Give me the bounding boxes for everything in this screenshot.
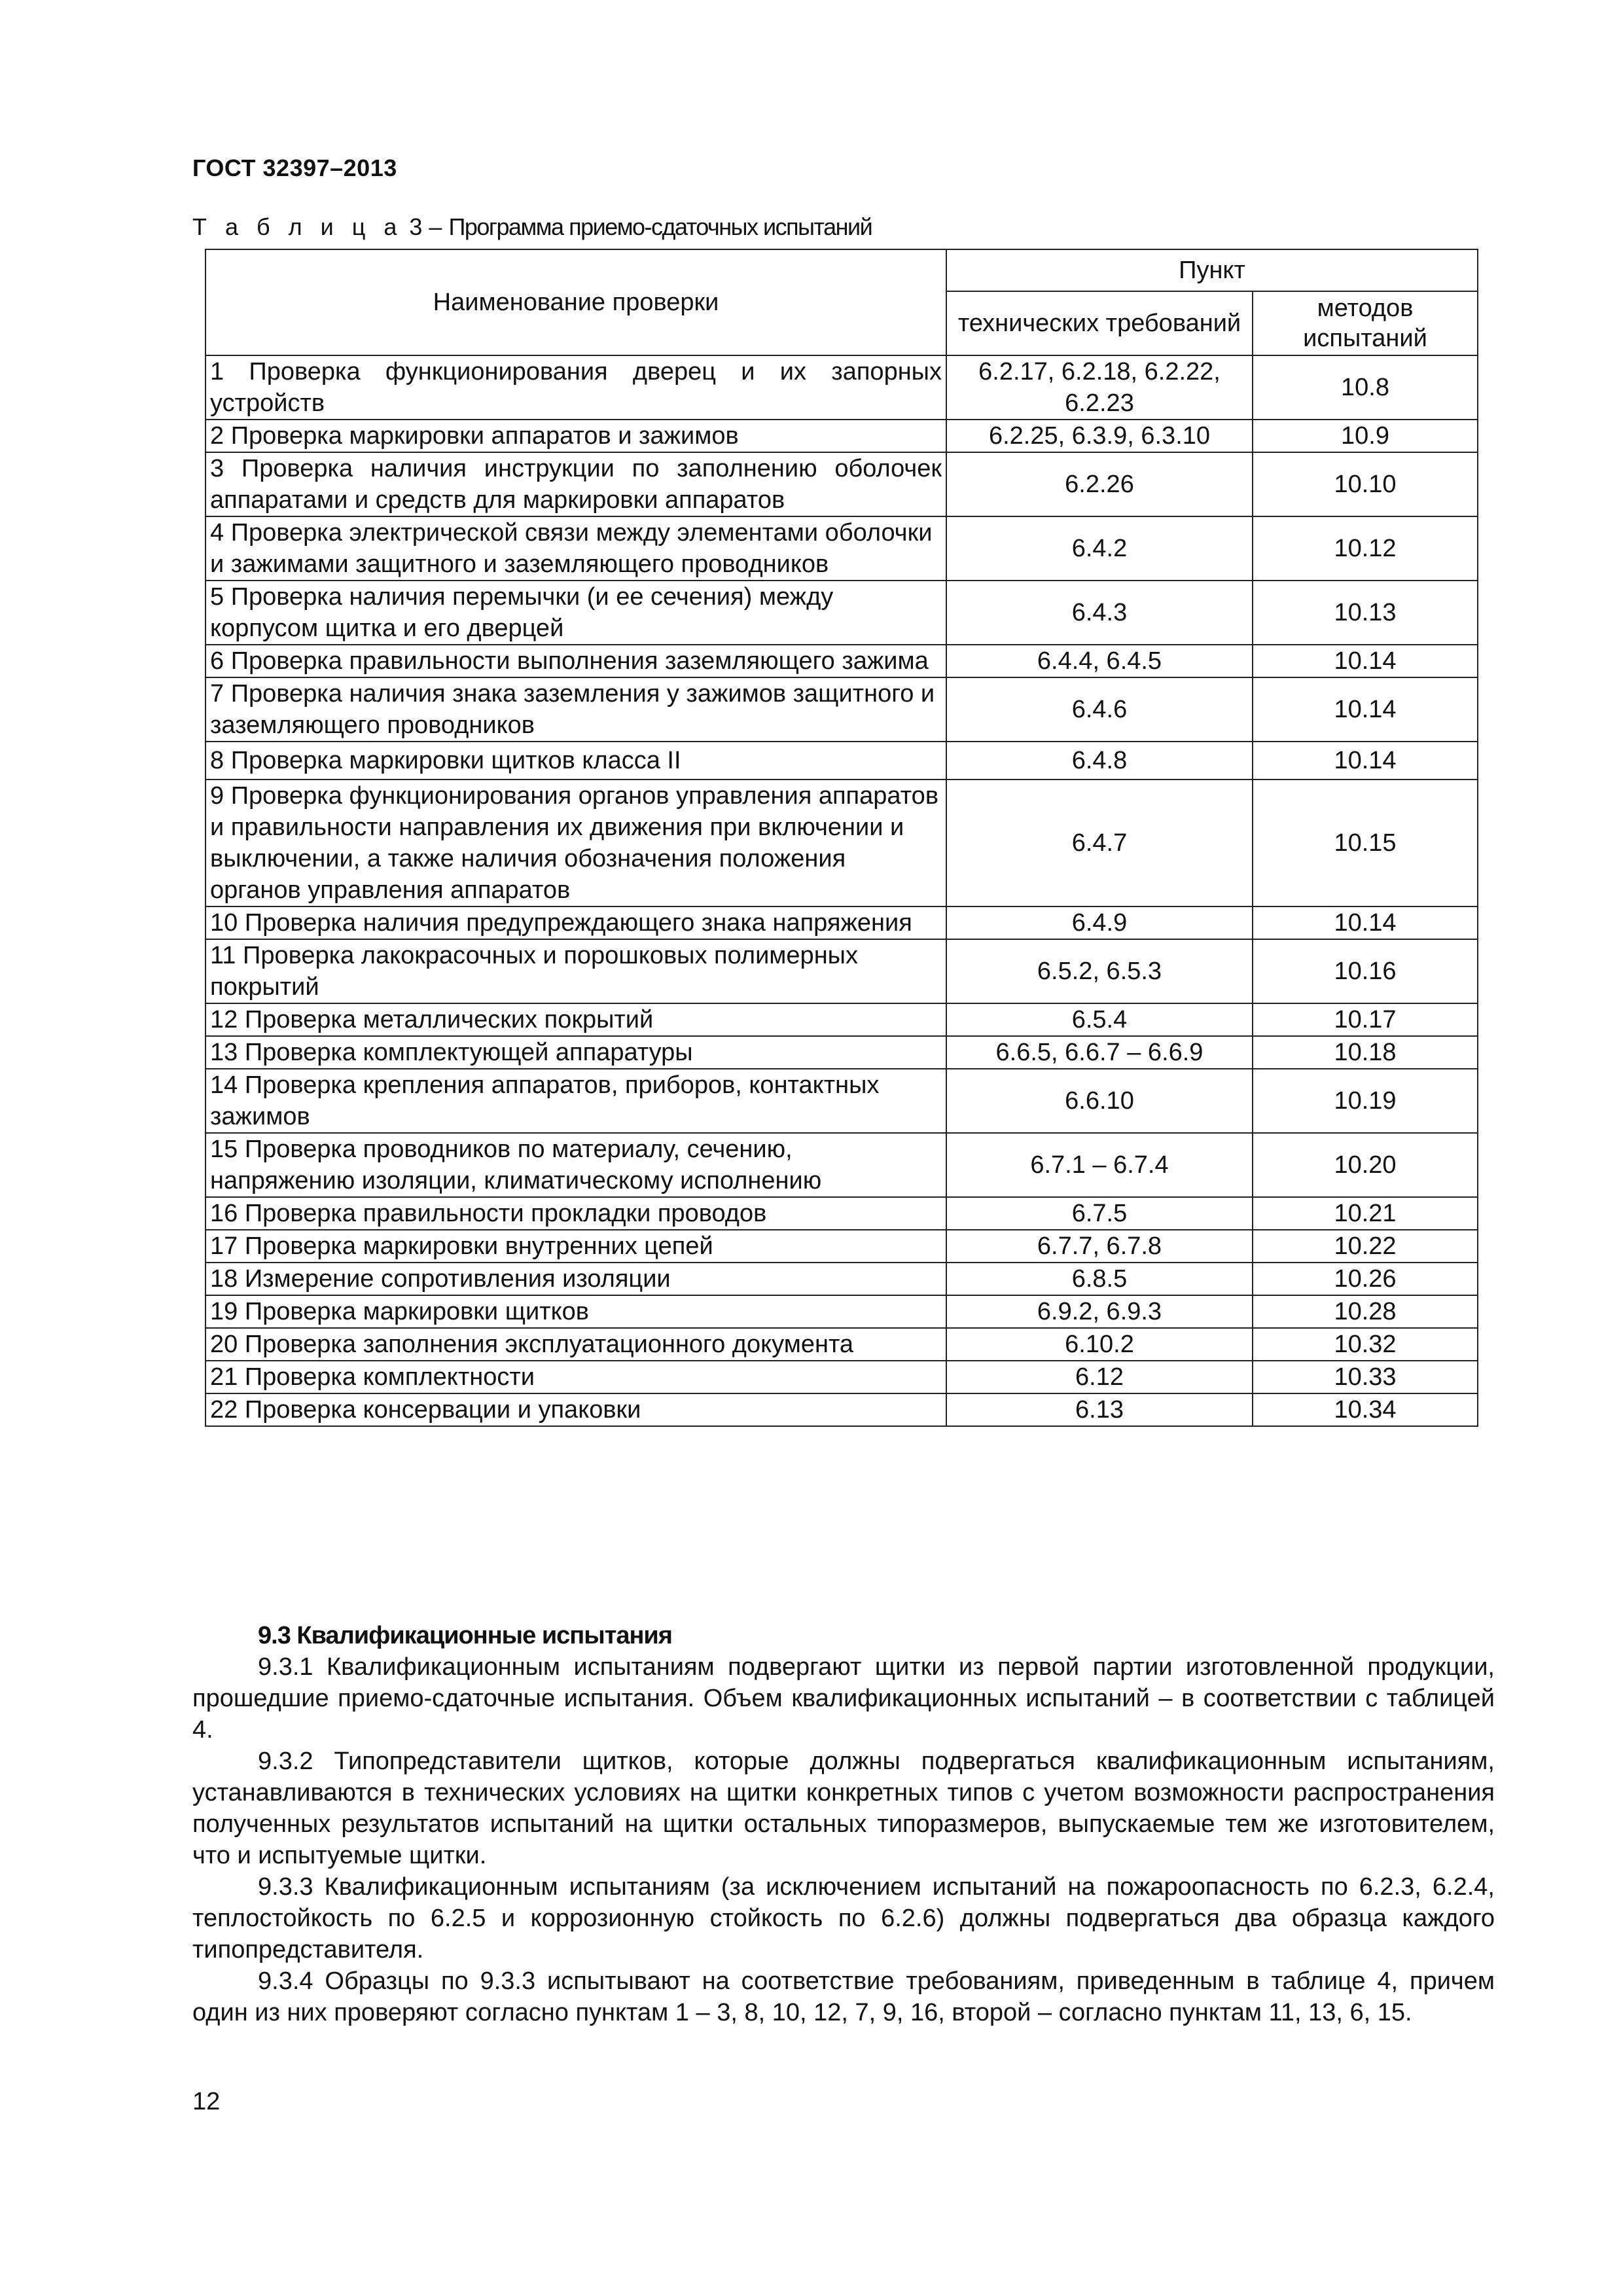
cell-method-clause: 10.28 <box>1253 1295 1478 1328</box>
paragraph-9-3-1: 9.3.1 Квалификационным испытаниям подвергают щитки из первой партии изготовленной продукции, прошедшие приемо-сдаточные испытания. Объем квалификационных испытаний – в соответствии с таблицей 4. <box>192 1653 1495 1744</box>
test-program-table <box>205 249 1478 1427</box>
cell-tech-clause: 6.4.4, 6.4.5 <box>946 645 1253 677</box>
cell-check-name: 9 Проверка функционирования органов управления аппаратов и правильности направления их движения при включении и выключении, а также наличия обозначения положения органов управления аппаратов <box>205 780 946 906</box>
document-header: ГОСТ 32397–2013 <box>192 154 397 181</box>
header-clause-group: Пункт <box>946 249 1478 291</box>
cell-check-name: 3 Проверка наличия инструкции по заполнению оболочек аппаратами и средств для маркировки аппаратов <box>205 452 946 516</box>
table-row <box>205 939 1478 1003</box>
cell-method-clause: 10.12 <box>1253 516 1478 581</box>
cell-method-clause: 10.14 <box>1253 677 1478 742</box>
cell-tech-clause: 6.4.9 <box>946 906 1253 939</box>
table-row <box>205 906 1478 939</box>
table-row <box>205 1003 1478 1036</box>
cell-method-clause: 10.14 <box>1253 645 1478 677</box>
cell-tech-clause: 6.5.2, 6.5.3 <box>946 939 1253 1003</box>
table-row <box>205 1036 1478 1069</box>
cell-check-name: 2 Проверка маркировки аппаратов и зажимов <box>205 420 946 452</box>
cell-method-clause: 10.14 <box>1253 742 1478 780</box>
cell-tech-clause: 6.7.5 <box>946 1197 1253 1230</box>
cell-tech-clause: 6.7.1 – 6.7.4 <box>946 1133 1253 1197</box>
cell-check-name: 4 Проверка электрической связи между элементами оболочки и зажимами защитного и заземляющего проводников <box>205 516 946 581</box>
cell-method-clause: 10.8 <box>1253 355 1478 420</box>
cell-check-name: 17 Проверка маркировки внутренних цепей <box>205 1230 946 1263</box>
cell-tech-clause: 6.4.6 <box>946 677 1253 742</box>
table-row <box>205 645 1478 677</box>
cell-check-name: 7 Проверка наличия знака заземления у зажимов защитного и заземляющего проводников <box>205 677 946 742</box>
cell-check-name: 16 Проверка правильности прокладки проводов <box>205 1197 946 1230</box>
paragraph-9-3-4: 9.3.4 Образцы по 9.3.3 испытывают на соответствие требованиям, приведенным в таблице 4, причем один из них проверяют согласно пунктам 1 – 3, 8, 10, 12, 7, 9, 16, второй – согласно пунктам 11, 13, 6, 15. <box>192 1967 1495 2026</box>
paragraph-9-3-2: 9.3.2 Типопредставители щитков, которые должны подвергаться квалификационным испытаниям, устанавливаются в технических условиях на щитки конкретных типов с учетом возможности распространения полученных результатов испытаний на щитки остальных типоразмеров, выпускаемые тем же изготовителем, что и испытуемые щитки. <box>192 1748 1495 1869</box>
cell-method-clause: 10.33 <box>1253 1361 1478 1393</box>
table-row <box>205 1393 1478 1426</box>
table-row <box>205 780 1478 906</box>
cell-tech-clause: 6.4.2 <box>946 516 1253 581</box>
table-row <box>205 1197 1478 1230</box>
section-9-3 <box>192 1620 1495 2028</box>
cell-tech-clause: 6.2.17, 6.2.18, 6.2.22, 6.2.23 <box>946 355 1253 420</box>
table-row <box>205 1361 1478 1393</box>
cell-method-clause: 10.20 <box>1253 1133 1478 1197</box>
cell-check-name: 15 Проверка проводников по материалу, сечению, напряжению изоляции, климатическому исполнению <box>205 1133 946 1197</box>
table-row <box>205 420 1478 452</box>
cell-tech-clause: 6.4.8 <box>946 742 1253 780</box>
table-caption-number: 3 – <box>402 213 449 240</box>
cell-method-clause: 10.17 <box>1253 1003 1478 1036</box>
table-row <box>205 677 1478 742</box>
table-row <box>205 1263 1478 1295</box>
cell-tech-clause: 6.9.2, 6.9.3 <box>946 1295 1253 1328</box>
cell-tech-clause: 6.4.3 <box>946 581 1253 645</box>
cell-method-clause: 10.26 <box>1253 1263 1478 1295</box>
table-caption-title: Программа приемо-сдаточных испытаний <box>448 213 872 240</box>
cell-method-clause: 10.32 <box>1253 1328 1478 1361</box>
cell-method-clause: 10.10 <box>1253 452 1478 516</box>
cell-method-clause: 10.22 <box>1253 1230 1478 1263</box>
cell-tech-clause: 6.13 <box>946 1393 1253 1426</box>
cell-check-name: 19 Проверка маркировки щитков <box>205 1295 946 1328</box>
table-row <box>205 516 1478 581</box>
cell-tech-clause: 6.6.10 <box>946 1069 1253 1133</box>
cell-method-clause: 10.34 <box>1253 1393 1478 1426</box>
cell-tech-clause: 6.7.7, 6.7.8 <box>946 1230 1253 1263</box>
cell-method-clause: 10.21 <box>1253 1197 1478 1230</box>
table-row <box>205 1069 1478 1133</box>
cell-method-clause: 10.9 <box>1253 420 1478 452</box>
cell-tech-clause: 6.8.5 <box>946 1263 1253 1295</box>
cell-check-name: 10 Проверка наличия предупреждающего знака напряжения <box>205 906 946 939</box>
cell-tech-clause: 6.6.5, 6.6.7 – 6.6.9 <box>946 1036 1253 1069</box>
header-test-methods: методов испытаний <box>1253 291 1478 355</box>
cell-check-name: 14 Проверка крепления аппаратов, приборов, контактных зажимов <box>205 1069 946 1133</box>
cell-method-clause: 10.18 <box>1253 1036 1478 1069</box>
cell-check-name: 6 Проверка правильности выполнения заземляющего зажима <box>205 645 946 677</box>
cell-method-clause: 10.14 <box>1253 906 1478 939</box>
cell-tech-clause: 6.4.7 <box>946 780 1253 906</box>
table-row <box>205 1230 1478 1263</box>
cell-check-name: 20 Проверка заполнения эксплуатационного документа <box>205 1328 946 1361</box>
page-number: 12 <box>192 2088 221 2115</box>
section-heading: 9.3 Квалификационные испытания <box>258 1622 672 1649</box>
cell-check-name: 11 Проверка лакокрасочных и порошковых полимерных покрытий <box>205 939 946 1003</box>
table-row <box>205 581 1478 645</box>
cell-check-name: 21 Проверка комплектности <box>205 1361 946 1393</box>
table-row <box>205 452 1478 516</box>
table-body <box>205 355 1478 1426</box>
paragraph-9-3-3: 9.3.3 Квалификационным испытаниям (за исключением испытаний на пожароопасность по 6.2.3, 6.2.4, теплостойкость по 6.2.5 и коррозионную стойкость по 6.2.6) должны подвергаться два образца каждого типопредставителя. <box>192 1873 1495 1964</box>
cell-method-clause: 10.19 <box>1253 1069 1478 1133</box>
header-check-name: Наименование проверки <box>205 249 946 355</box>
table-row <box>205 1328 1478 1361</box>
cell-check-name: 12 Проверка металлических покрытий <box>205 1003 946 1036</box>
cell-tech-clause: 6.2.26 <box>946 452 1253 516</box>
cell-check-name: 1 Проверка функционирования дверец и их запорных устройств <box>205 355 946 420</box>
cell-tech-clause: 6.2.25, 6.3.9, 6.3.10 <box>946 420 1253 452</box>
table-row <box>205 742 1478 780</box>
cell-check-name: 18 Измерение сопротивления изоляции <box>205 1263 946 1295</box>
table-row <box>205 1133 1478 1197</box>
cell-method-clause: 10.16 <box>1253 939 1478 1003</box>
table-caption-prefix: Т а б л и ц а <box>192 213 403 240</box>
header-tech-requirements: технических требований <box>946 291 1253 355</box>
cell-method-clause: 10.15 <box>1253 780 1478 906</box>
cell-check-name: 5 Проверка наличия перемычки (и ее сечения) между корпусом щитка и его дверцей <box>205 581 946 645</box>
table-caption <box>192 213 872 241</box>
cell-tech-clause: 6.12 <box>946 1361 1253 1393</box>
cell-check-name: 8 Проверка маркировки щитков класса II <box>205 742 946 780</box>
table-row <box>205 355 1478 420</box>
table-row <box>205 1295 1478 1328</box>
cell-tech-clause: 6.10.2 <box>946 1328 1253 1361</box>
cell-check-name: 22 Проверка консервации и упаковки <box>205 1393 946 1426</box>
cell-check-name: 13 Проверка комплектующей аппаратуры <box>205 1036 946 1069</box>
cell-method-clause: 10.13 <box>1253 581 1478 645</box>
cell-tech-clause: 6.5.4 <box>946 1003 1253 1036</box>
